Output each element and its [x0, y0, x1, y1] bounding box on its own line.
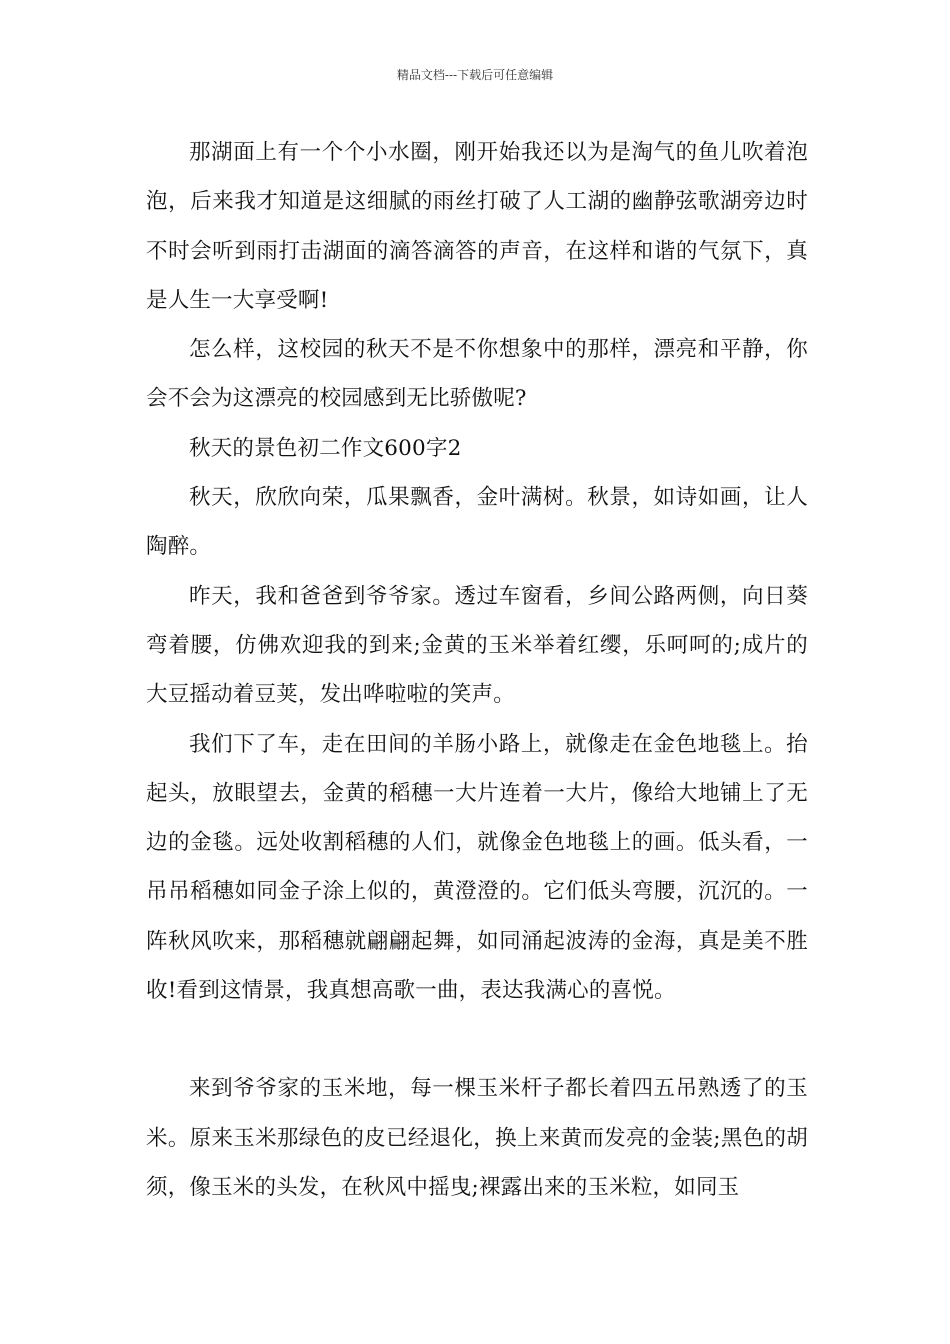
paragraph-rice-field: 我们下了车，走在田间的羊肠小路上，就像走在金色地毯上。抬起头，放眼望去，金黄的稻穗一大片连着一大片，像给大地铺上了无边的金毯。远处收割稻穗的人们，就像金色地毯上的画。低头看，一吊吊稻穗如同金子涂上似的，黄澄澄的。它们低头弯腰，沉沉的。一阵秋风吹来，那稻穗就翩翩起舞，如同涌起波涛的金海，真是美不胜收!看到这情景，我真想高歌一曲，表达我满心的喜悦。: [146, 731, 808, 1004]
page-header: 精品文档---下载后可任意编辑: [396, 68, 554, 82]
paragraph-lake: 那湖面上有一个个小水圈，刚开始我还以为是淘气的鱼儿吹着泡泡，后来我才知道是这细腻的雨丝打破了人工湖的幽静弦歌湖旁边时不时会听到雨打击湖面的滴答滴答的声音，在这样和谐的气氛下，真是人生一大享受啊!: [146, 140, 808, 313]
paragraph-gap: [146, 1015, 808, 1064]
essay-title: 秋天的景色初二作文600字2: [189, 435, 462, 461]
paragraph-corn-field: 来到爷爷家的玉米地，每一棵玉米杆子都长着四五吊熟透了的玉米。原来玉米那绿色的皮已经退化，换上来黄而发亮的金装;黑色的胡须，像玉米的头发，在秋风中摇曳;裸露出来的玉米粒，如同玉: [146, 1076, 808, 1200]
document-body: [146, 128, 808, 1212]
paragraph-grandpa-home: 昨天，我和爸爸到爷爷家。透过车窗看，乡间公路两侧，向日葵弯着腰，仿佛欢迎我的到来;金黄的玉米举着红缨，乐呵呵的;成片的大豆摇动着豆荚，发出哗啦啦的笑声。: [146, 583, 808, 708]
paragraph-campus: 怎么样，这校园的秋天不是不你想象中的那样，漂亮和平静，你会不会为这漂亮的校园感到无比骄傲呢?: [146, 337, 808, 412]
paragraph-autumn-intro: 秋天，欣欣向荣，瓜果飘香，金叶满树。秋景，如诗如画，让人陶醉。: [146, 485, 808, 560]
